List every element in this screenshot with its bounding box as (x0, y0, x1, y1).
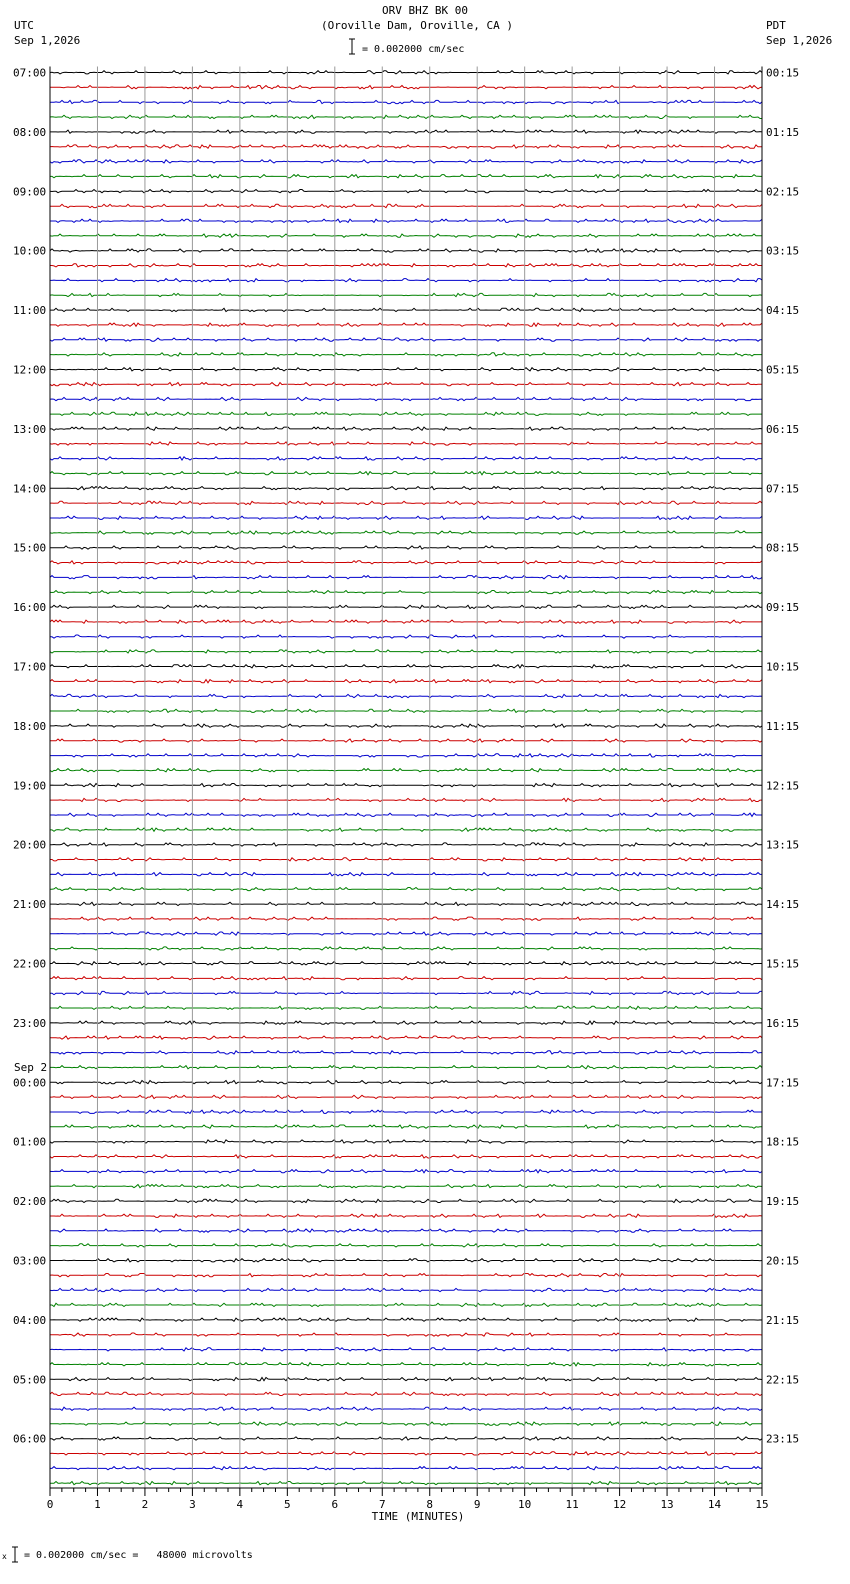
seismic-trace (50, 888, 762, 891)
footer-scale-text: = 0.002000 cm/sec = 48000 microvolts (24, 1550, 253, 1561)
seismic-trace (50, 1081, 762, 1084)
seismic-trace (50, 1006, 762, 1009)
utc-hour-label: 18:00 (13, 719, 47, 733)
pdt-hour-label: 09:15 (766, 601, 800, 615)
x-tick-label: 7 (378, 1498, 386, 1511)
seismic-trace (50, 1378, 762, 1381)
pdt-hour-label: 16:15 (766, 1016, 800, 1030)
seismic-trace (50, 843, 762, 846)
utc-hour-label: 04:00 (13, 1313, 47, 1327)
utc-hour-label: 22:00 (13, 957, 47, 971)
seismic-trace (50, 1482, 762, 1485)
seismic-trace (50, 576, 762, 579)
right-date: Sep 1,2026 (766, 34, 833, 47)
seismic-trace (50, 175, 762, 178)
seismic-trace (50, 650, 762, 653)
pdt-hour-label: 07:15 (766, 482, 800, 496)
seismic-trace (50, 1259, 762, 1262)
pdt-hour-label: 04:15 (766, 304, 800, 318)
pdt-hour-label: 14:15 (766, 898, 800, 912)
seismic-trace (50, 991, 762, 994)
pdt-hour-label: 05:15 (766, 363, 800, 377)
utc-hour-label: 01:00 (13, 1135, 47, 1149)
seismic-trace (50, 620, 762, 623)
seismic-trace (50, 531, 762, 534)
seismic-trace (50, 1155, 762, 1158)
seismic-trace (50, 1244, 762, 1247)
x-tick-label: 1 (94, 1498, 101, 1511)
seismic-trace (50, 1407, 762, 1410)
seismic-trace (50, 798, 762, 801)
right-timezone: PDT (766, 19, 786, 32)
pdt-hour-label: 08:15 (766, 541, 800, 555)
x-tick-label: 12 (612, 1498, 627, 1511)
seismic-trace (50, 472, 762, 475)
seismic-trace (50, 1140, 762, 1143)
utc-hour-label: 03:00 (13, 1254, 47, 1268)
seismic-trace (50, 917, 762, 920)
seismic-trace (50, 264, 762, 267)
utc-hour-labels (13, 67, 46, 1446)
pdt-hour-label: 22:15 (766, 1373, 800, 1387)
seismic-trace (50, 561, 762, 564)
seismic-trace (50, 1363, 762, 1366)
seismic-trace (50, 190, 762, 193)
x-tick-label: 4 (236, 1498, 244, 1511)
seismic-trace (50, 754, 762, 757)
seismic-trace (50, 427, 762, 430)
seismic-trace (50, 293, 762, 296)
seismic-trace (50, 1125, 762, 1128)
utc-hour-label: 15:00 (13, 541, 47, 555)
time-axis (47, 1488, 769, 1511)
pdt-hour-labels (766, 67, 799, 1446)
seismic-trace (50, 828, 762, 831)
pdt-hour-label: 12:15 (766, 779, 800, 793)
utc-hour-label: 02:00 (13, 1195, 47, 1209)
x-tick-label: 2 (141, 1498, 149, 1511)
seismic-trace (50, 1036, 762, 1039)
seismic-trace (50, 739, 762, 742)
pdt-hour-label: 17:15 (766, 1076, 800, 1090)
seismic-trace (50, 100, 762, 103)
seismic-trace (50, 694, 762, 697)
seismic-trace (50, 962, 762, 965)
station-location: (Oroville Dam, Oroville, CA ) (320, 19, 514, 32)
seismic-trace (50, 487, 762, 490)
trace-group (50, 71, 762, 1485)
seismic-trace (50, 1021, 762, 1024)
x-axis-label: TIME (MINUTES) (371, 1510, 465, 1523)
station-title: ORV BHZ BK 00 (381, 4, 469, 17)
seismic-trace (50, 115, 762, 118)
seismic-trace (50, 234, 762, 237)
seismic-trace (50, 130, 762, 133)
seismic-trace (50, 1066, 762, 1069)
pdt-hour-label: 18:15 (766, 1135, 800, 1149)
seismic-trace (50, 1437, 762, 1440)
pdt-hour-label: 20:15 (766, 1254, 800, 1268)
utc-hour-label: 08:00 (13, 125, 47, 139)
seismic-trace (50, 665, 762, 668)
seismic-trace (50, 204, 762, 207)
pdt-hour-label: 19:15 (766, 1195, 800, 1209)
seismic-trace (50, 709, 762, 712)
utc-hour-label: 23:00 (13, 1016, 47, 1030)
seismic-trace (50, 1110, 762, 1113)
seismic-trace (50, 308, 762, 311)
seismic-trace (50, 1333, 762, 1336)
utc-hour-label: 06:00 (13, 1432, 47, 1446)
utc-hour-label: 07:00 (13, 66, 47, 80)
seismic-trace (50, 1095, 762, 1098)
seismic-trace (50, 1452, 762, 1455)
utc-hour-label: 19:00 (13, 779, 47, 793)
x-tick-label: 0 (46, 1498, 54, 1511)
seismic-trace (50, 784, 762, 787)
x-tick-label: 9 (473, 1498, 481, 1511)
seismic-trace (50, 368, 762, 371)
seismic-trace (50, 160, 762, 163)
utc-hour-label: 13:00 (13, 422, 47, 436)
pdt-hour-label: 10:15 (766, 660, 800, 674)
svg-text:x: x (2, 1552, 7, 1561)
utc-hour-label: 16:00 (13, 601, 47, 615)
seismic-trace (50, 1170, 762, 1173)
pdt-hour-label: 00:15 (766, 66, 800, 80)
pdt-hour-label: 02:15 (766, 185, 800, 199)
seismic-trace (50, 1288, 762, 1291)
seismic-trace (50, 635, 762, 638)
seismic-trace (50, 442, 762, 445)
utc-hour-label: 09:00 (13, 185, 47, 199)
seismic-trace (50, 1229, 762, 1232)
seismic-trace (50, 1467, 762, 1470)
seismic-trace (50, 1214, 762, 1217)
seismic-trace (50, 1199, 762, 1202)
utc-hour-label: 17:00 (13, 660, 47, 674)
seismic-trace (50, 724, 762, 727)
utc-hour-label: 21:00 (13, 898, 47, 912)
seismic-trace (50, 902, 762, 905)
seismic-trace (50, 71, 762, 74)
seismic-trace (50, 769, 762, 772)
left-date: Sep 1,2026 (14, 34, 81, 47)
seismic-trace (50, 323, 762, 326)
seismic-trace (50, 546, 762, 549)
seismic-trace (50, 383, 762, 386)
seismic-trace (50, 1185, 762, 1188)
seismic-trace (50, 353, 762, 356)
seismic-trace (50, 457, 762, 460)
utc-hour-label: 12:00 (13, 363, 47, 377)
seismic-trace (50, 1422, 762, 1425)
pdt-hour-label: 06:15 (766, 422, 800, 436)
seismic-trace (50, 219, 762, 222)
pdt-hour-label: 03:15 (766, 244, 800, 258)
seismic-trace (50, 858, 762, 861)
seismic-trace (50, 412, 762, 415)
seismic-trace (50, 397, 762, 400)
seismic-trace (50, 932, 762, 935)
seismic-trace (50, 1348, 762, 1351)
pdt-hour-label: 13:15 (766, 838, 800, 852)
seismic-trace (50, 1318, 762, 1321)
pdt-hour-label: 21:15 (766, 1313, 800, 1327)
x-tick-label: 11 (565, 1498, 579, 1511)
x-tick-label: 15 (755, 1498, 769, 1511)
seismic-trace (50, 145, 762, 148)
pdt-hour-label: 11:15 (766, 719, 800, 733)
scale-text: = 0.002000 cm/sec (362, 44, 465, 55)
x-tick-label: 10 (518, 1498, 532, 1511)
seismic-trace (50, 1392, 762, 1395)
left-timezone: UTC (14, 19, 34, 32)
seismic-trace (50, 338, 762, 341)
utc-hour-label: 14:00 (13, 482, 47, 496)
seismic-trace (50, 249, 762, 252)
x-tick-label: 5 (284, 1498, 291, 1511)
utc-hour-label: 00:00 (13, 1076, 47, 1090)
seismic-trace (50, 1303, 762, 1306)
x-tick-label: 13 (660, 1498, 674, 1511)
utc-hour-label: 05:00 (13, 1373, 47, 1387)
pdt-hour-label: 23:15 (766, 1432, 800, 1446)
x-tick-label: 3 (189, 1498, 196, 1511)
footer-scale-bar-icon (2, 1546, 22, 1564)
seismic-trace (50, 591, 762, 594)
x-tick-label: 14 (707, 1498, 722, 1511)
seismic-trace (50, 813, 762, 816)
seismic-trace (50, 977, 762, 980)
seismic-trace (50, 680, 762, 683)
seismic-trace (50, 86, 762, 89)
seismic-trace (50, 947, 762, 950)
seismic-trace (50, 501, 762, 504)
seismic-trace (50, 605, 762, 608)
utc-hour-label: 20:00 (13, 838, 47, 852)
seismic-trace (50, 516, 762, 519)
seismic-trace (50, 873, 762, 876)
utc-hour-label: 11:00 (13, 304, 47, 318)
seismic-trace (50, 279, 762, 282)
seismic-trace (50, 1274, 762, 1277)
utc-hour-label: 10:00 (13, 244, 47, 258)
x-tick-label: 6 (331, 1498, 339, 1511)
day-change-label: Sep 2 (14, 1061, 48, 1074)
seismic-trace (50, 1051, 762, 1054)
pdt-hour-label: 01:15 (766, 125, 800, 139)
pdt-hour-label: 15:15 (766, 957, 800, 971)
x-tick-label: 8 (426, 1498, 434, 1511)
